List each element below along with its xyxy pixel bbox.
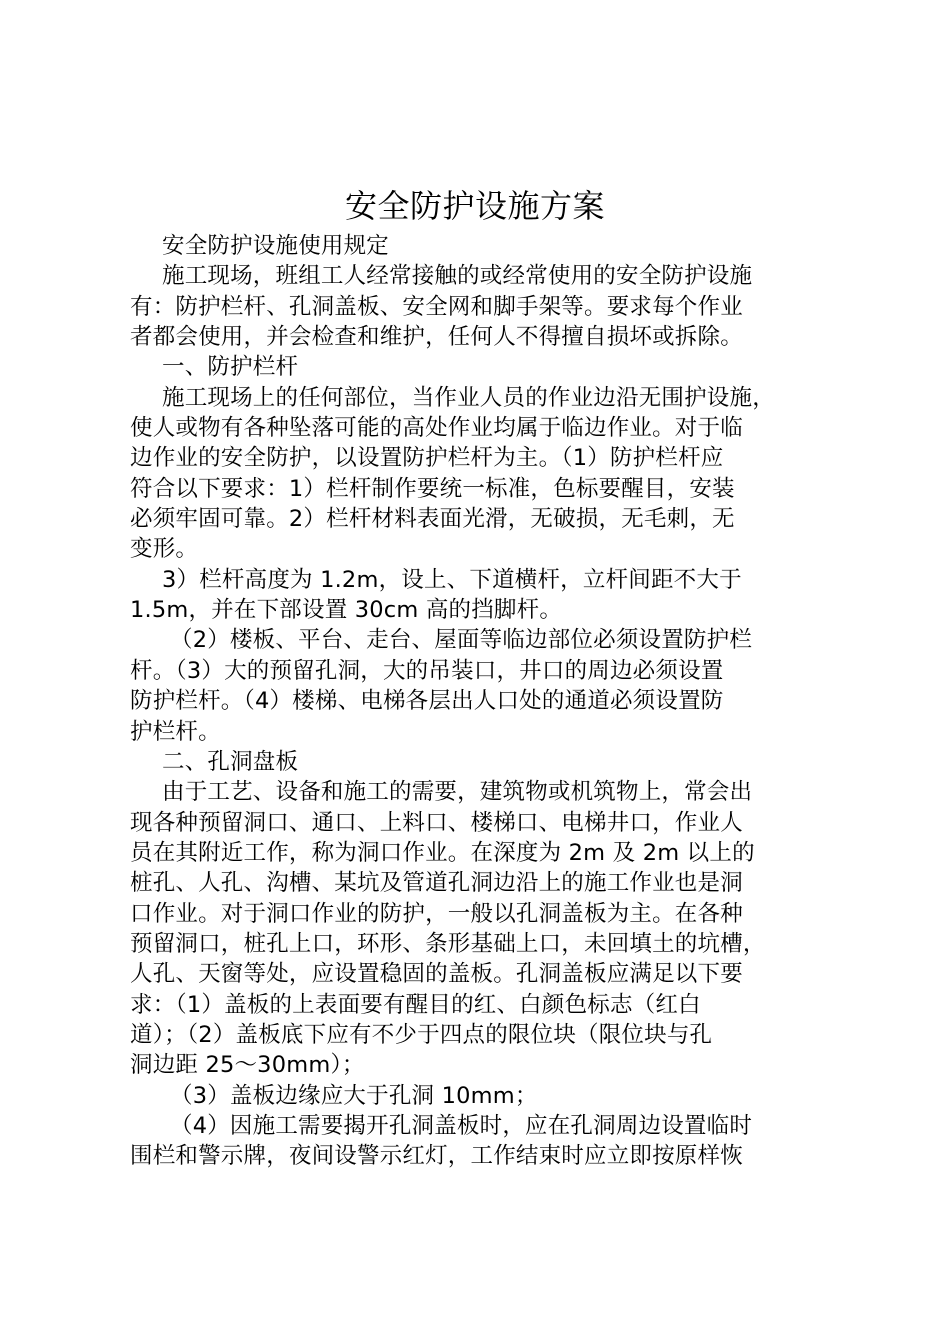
paragraph-line: 围栏和警示牌，夜间设警示红灯，工作结束时应立即按原样恢 (130, 1143, 743, 1170)
paragraph-line: 预留洞口，桩孔上口，环形、条形基础上口，未回填土的坑槽， (130, 930, 766, 957)
section-heading-hole-cover: 二、孔洞盘板 (162, 748, 299, 775)
paragraph-line: 3）栏杆高度为 1.2m，设上、下道横杆，立杆间距不大于 (162, 566, 742, 593)
paragraph-line: 者都会使用，并会检查和维护，任何人不得擅自损坏或拆除。 (130, 324, 743, 351)
paragraph-line: 杆。（3）大的预留孔洞，大的吊装口，井口的周边必须设置 (130, 657, 724, 684)
paragraph-line: 必须牢固可靠。2）栏杆材料表面光滑，无破损，无毛刺，无 (130, 506, 735, 533)
paragraph-line: 护栏杆。 (130, 718, 221, 745)
paragraph-line: 变形。 (130, 536, 199, 563)
paragraph-line: 符合以下要求：1）栏杆制作要统一标准，色标要醒目，安装 (130, 475, 735, 502)
paragraph-line: 洞边距 25～30mm）； (130, 1052, 365, 1079)
paragraph-line: 由于工艺、设备和施工的需要，建筑物或机筑物上，常会出 (162, 779, 753, 806)
paragraph-line: （4）因施工需要揭开孔洞盖板时，应在孔洞周边设置临时 (170, 1112, 753, 1139)
paragraph-line: 口作业。对于洞口作业的防护，一般以孔洞盖板为主。在各种 (130, 900, 743, 927)
paragraph-line: 桩孔、人孔、沟槽、某坑及管道孔洞边沿上的施工作业也是洞 (130, 870, 743, 897)
paragraph-line: 防护栏杆。（4）楼梯、电梯各层出人口处的通道必须设置防 (130, 688, 724, 715)
paragraph-line: 员在其附近工作，称为洞口作业。在深度为 2m 及 2m 以上的 (130, 839, 755, 866)
paragraph-line: 求：（1）盖板的上表面要有醒目的红、白颜色标志（红白 (130, 991, 701, 1018)
paragraph-line: 施工现场，班组工人经常接触的或经常使用的安全防护设施 (162, 263, 753, 290)
paragraph-line: 1.5m，并在下部设置 30cm 高的挡脚杆。 (130, 597, 563, 624)
document-title: 安全防护设施方案 (344, 187, 605, 225)
paragraph-line: 使人或物有各种坠落可能的高处作业均属于临边作业。对于临 (130, 415, 743, 442)
paragraph-line: （2）楼板、平台、走台、屋面等临边部位必须设置防护栏 (170, 627, 753, 654)
paragraph-line: 施工现场上的任何部位，当作业人员的作业边沿无围护设施， (162, 384, 775, 411)
paragraph-line: 现各种预留洞口、通口、上料口、楼梯口、电梯井口，作业人 (130, 809, 743, 836)
section-heading-usage-rules: 安全防护设施使用规定 (162, 233, 390, 259)
paragraph-line: 道）；（2）盖板底下应有不少于四点的限位块（限位块与孔 (130, 1021, 713, 1048)
paragraph-line: 有：防护栏杆、孔洞盖板、安全网和脚手架等。要求每个作业 (130, 293, 743, 320)
paragraph-line: 人孔、天窗等处，应设置稳固的盖板。孔洞盖板应满足以下要 (130, 961, 743, 988)
paragraph-line: 边作业的安全防护，以设置防护栏杆为主。（1）防护栏杆应 (130, 445, 724, 472)
document-body (130, 231, 830, 1172)
section-heading-guardrail: 一、防护栏杆 (162, 354, 299, 381)
paragraph-line: （3）盖板边缘应大于孔洞 10mm； (170, 1082, 538, 1109)
